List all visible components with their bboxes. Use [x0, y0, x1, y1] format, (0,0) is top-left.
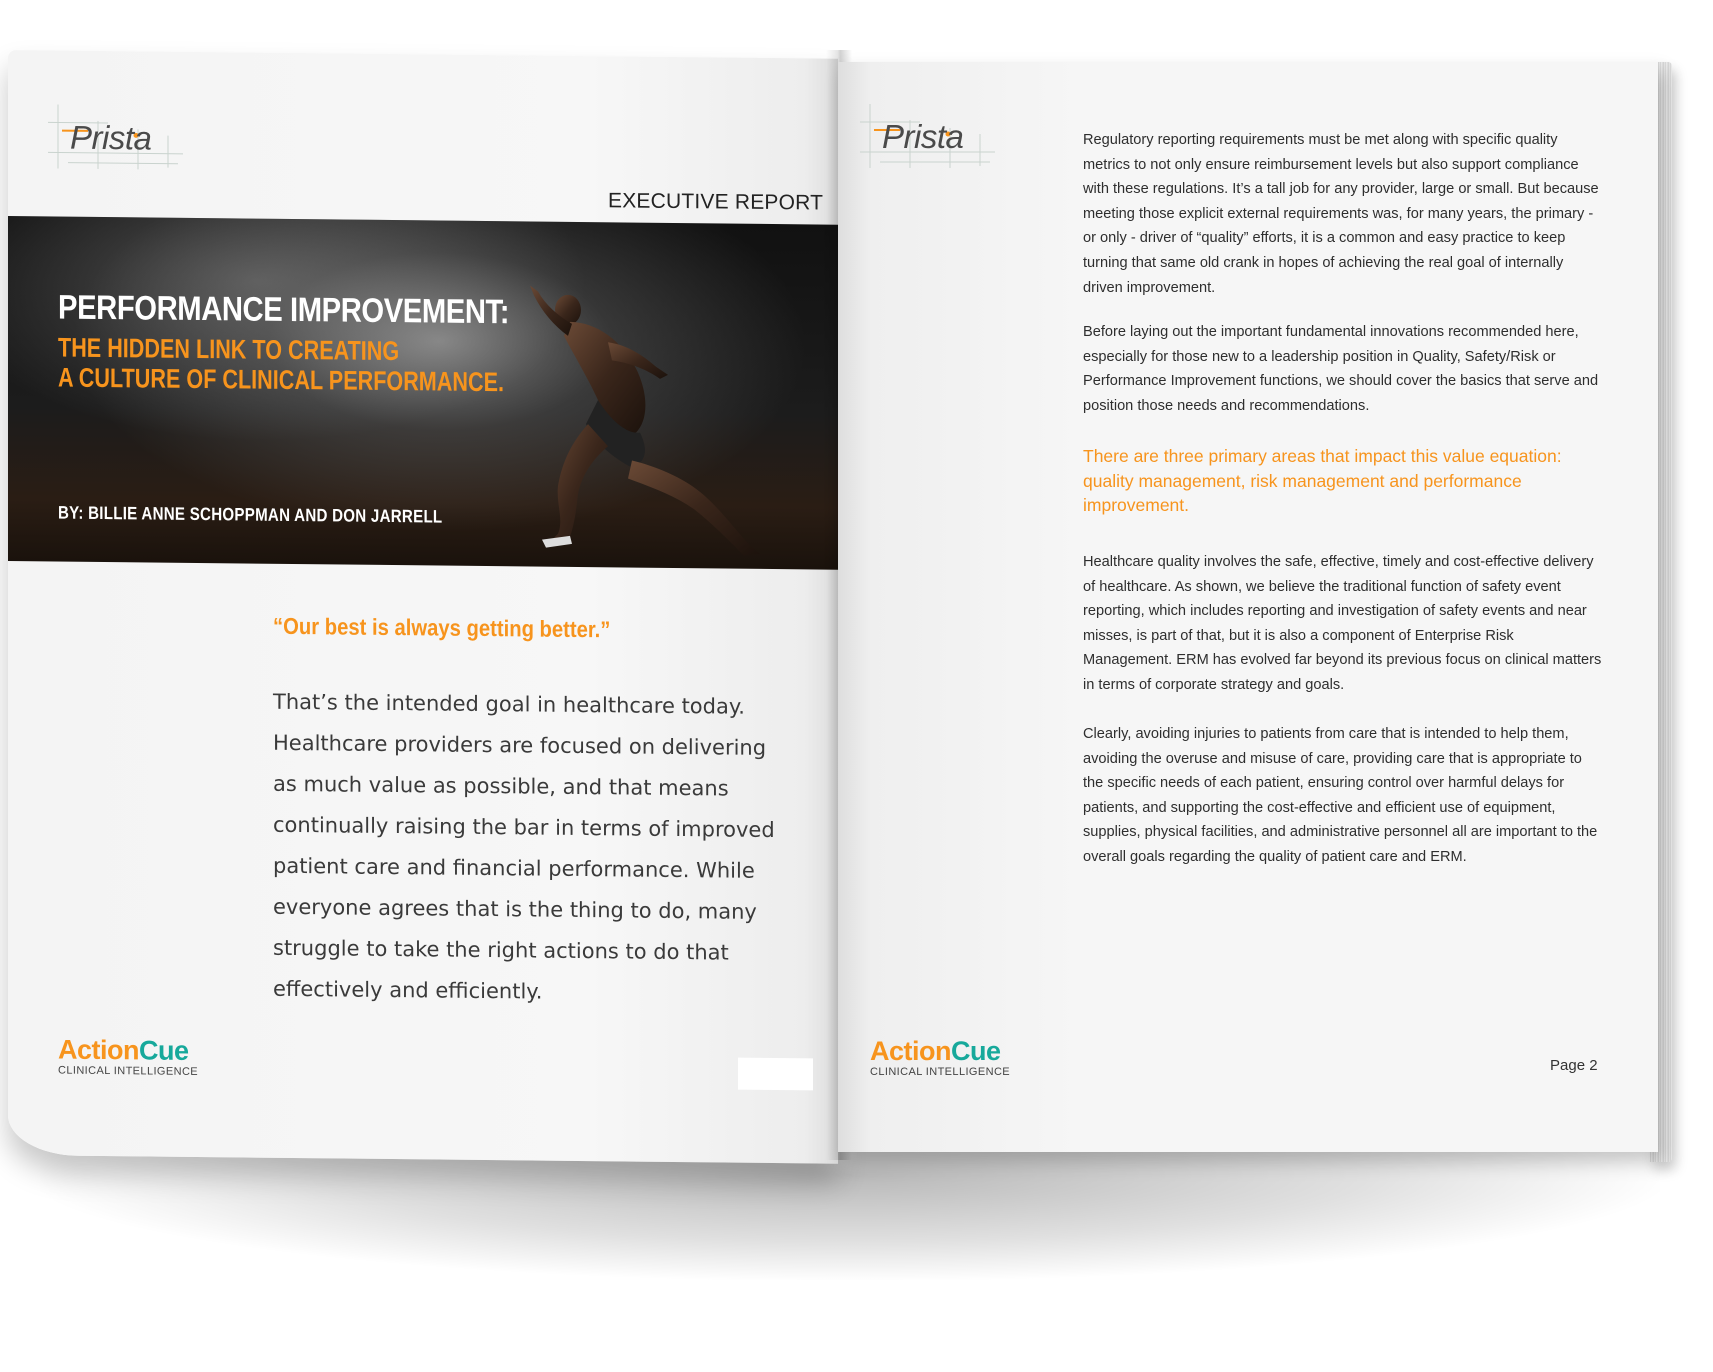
prista-logo	[860, 100, 1000, 170]
logo-text: Prista	[70, 118, 152, 157]
paragraph-regulatory: Regulatory reporting requirements must be met along with specific quality metrics to not only ensure reimbursement levels but also support compliance with these regulations. It’s a tall job for any provider, large or small. But because meeting those explicit external requirements was, for many years, the primary - or only - driver of “quality” efforts, it is a common and easy practice to keep turning that same old crank in hopes of achieving the real goal of internally driven improvement.	[1083, 132, 1599, 296]
hero-byline: BY: BILLIE ANNE SCHOPPMAN AND DON JARRELL	[58, 502, 443, 527]
hero-subtitle: THE HIDDEN LINK TO CREATING A CULTURE OF CLINICAL PERFORMANCE.	[58, 332, 504, 398]
brand-name: ActionCue	[58, 1034, 189, 1066]
highlight-callout: There are three primary areas that impact this value equation: quality management, risk management and performance improvement.	[1083, 446, 1562, 516]
prista-logo	[48, 100, 188, 171]
blank-label	[738, 1058, 813, 1091]
hero-banner	[8, 216, 838, 570]
actioncue-logo	[58, 1036, 198, 1078]
intro-paragraph: That’s the intended goal in healthcare today. Healthcare providers are focused on delivering as much value as possible, and that means continually raising the bar in terms of improved patient care and financial performance. While everyone agrees that is the thing to do, many struggle to take the right actions to do that effectively and efficiently.	[273, 689, 775, 1004]
report-label: EXECUTIVE REPORT	[608, 189, 824, 215]
paragraph-fundamentals: Before laying out the important fundamental innovations recommended here, especially for those new to a leadership position in Quality, Safety/Risk or Performance Improvement functions, we should cover the basics that serve and position those needs and recommendations.	[1083, 324, 1599, 414]
brand-name: ActionCue	[870, 1036, 1001, 1066]
paragraph-erm: Clearly, avoiding injuries to patients from care that is intended to help them, avoiding the overuse and misuse of care, providing care that is appropriate to the specific needs of each patient, ensuring control over harmful delays for patients, and supporting the cost-effective and efficient use of equipment, supplies, physical facilities, and administrative personnel all are important to the overall goals regarding the quality of patient care and ERM.	[1083, 726, 1598, 865]
logo-text: Prista	[882, 118, 964, 155]
page-number: Page 2	[1550, 1057, 1598, 1074]
paragraph-quality: Healthcare quality involves the safe, effective, timely and cost-effective delivery of healthcare. As shown, we believe the traditional function of safety event reporting, which includes reporting and investigation of safety events and near misses, is part of that, but it is also a component of Enterprise Risk Management. ERM has evolved far beyond its previous focus on clinical matters in terms of corporate strategy and goals.	[1083, 554, 1602, 693]
actioncue-logo	[870, 1037, 1010, 1078]
pull-quote: “Our best is always getting better.”	[273, 612, 611, 643]
right-page	[838, 62, 1658, 1152]
hero-title: PERFORMANCE IMPROVEMENT:	[58, 288, 510, 332]
left-page	[8, 50, 838, 1164]
sprinter-silhouette-icon	[528, 281, 818, 564]
brand-tagline: CLINICAL INTELLIGENCE	[870, 1066, 1011, 1078]
brand-tagline: CLINICAL INTELLIGENCE	[58, 1064, 199, 1078]
